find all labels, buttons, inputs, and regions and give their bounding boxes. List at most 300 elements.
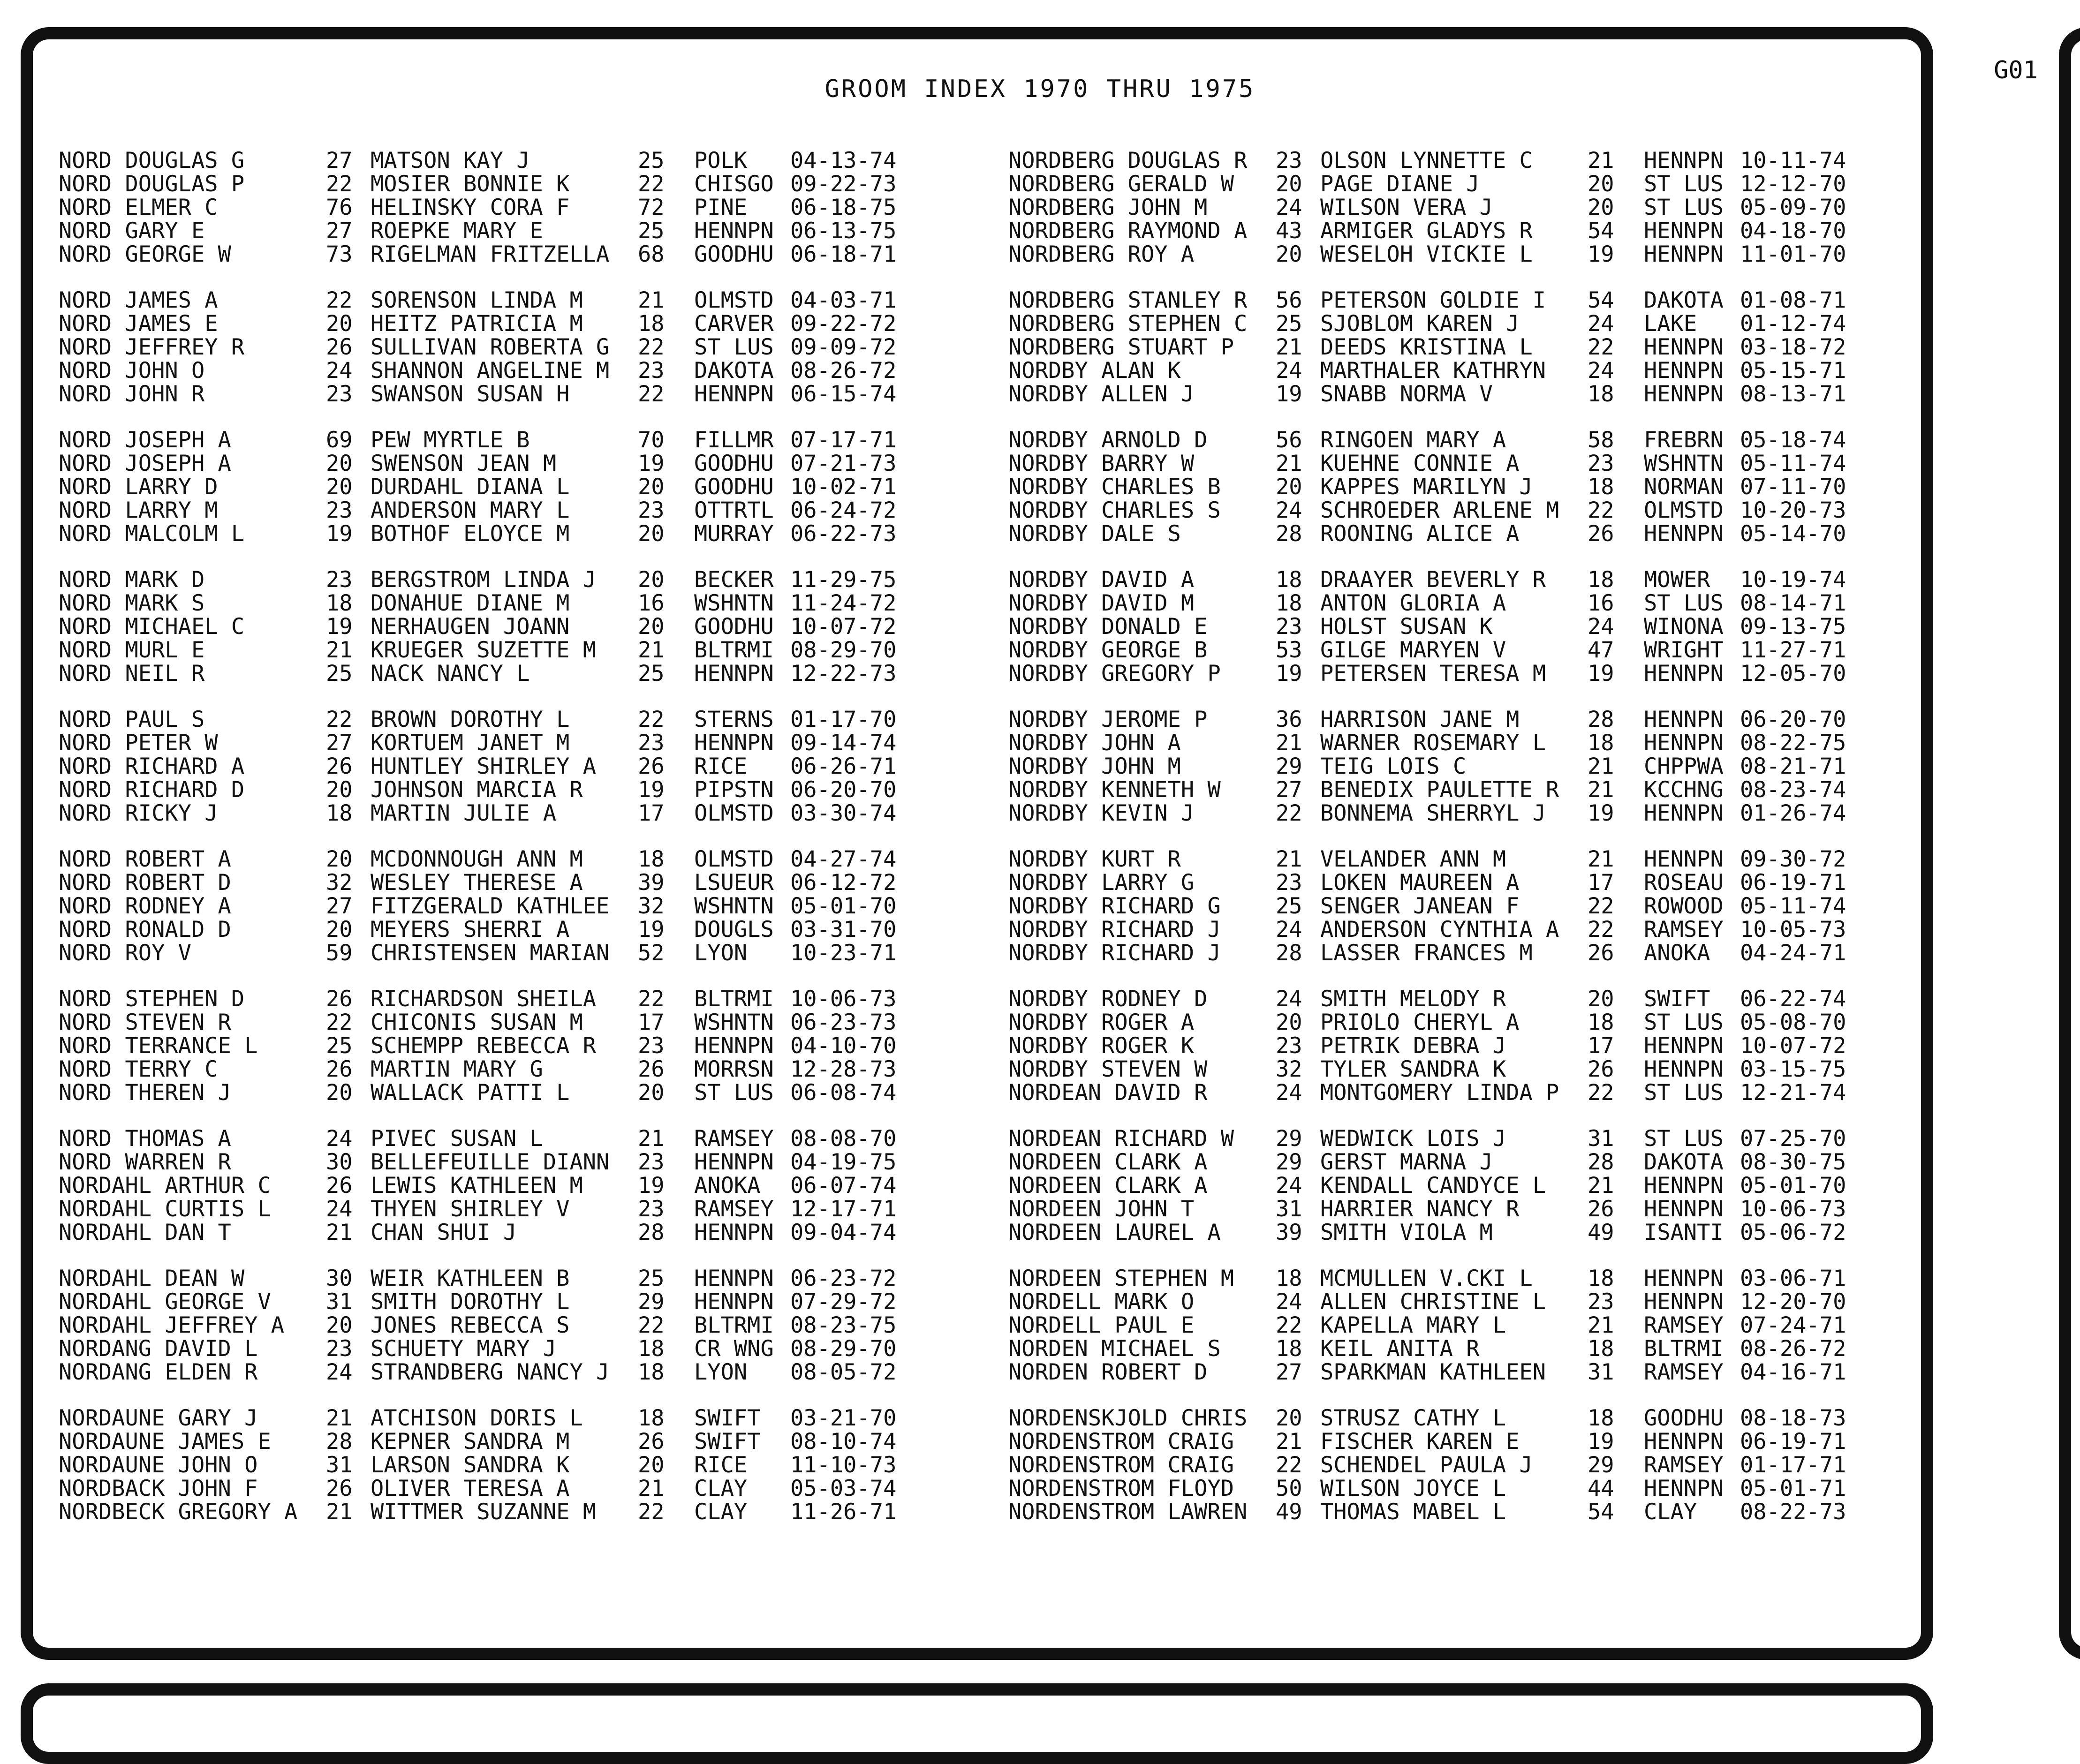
groom-age: 21 bbox=[326, 1499, 353, 1525]
marriage-date: 10-05-73 bbox=[1740, 917, 1846, 942]
groom-age: 25 bbox=[326, 661, 353, 686]
bride-age: 20 bbox=[1588, 195, 1614, 220]
bride-age: 21 bbox=[638, 1126, 665, 1152]
bride-age: 18 bbox=[1588, 1405, 1614, 1431]
record-row bbox=[59, 359, 908, 383]
marriage-date: 09-09-72 bbox=[790, 334, 897, 360]
bride-name: FITZGERALD KATHLEE bbox=[371, 893, 610, 919]
groom-age: 73 bbox=[326, 241, 353, 267]
marriage-date: 01-08-71 bbox=[1740, 287, 1846, 313]
marriage-date: 01-17-71 bbox=[1740, 1452, 1846, 1478]
record-group bbox=[59, 1407, 908, 1524]
bride-age: 23 bbox=[638, 498, 665, 523]
groom-name: NORD JOSEPH A bbox=[59, 427, 231, 453]
county: HENNPN bbox=[1644, 1289, 1724, 1315]
record-row bbox=[1008, 568, 1857, 592]
marriage-date: 08-05-72 bbox=[790, 1359, 897, 1385]
record-row bbox=[59, 639, 908, 662]
bride-age: 68 bbox=[638, 241, 665, 267]
bride-age: 22 bbox=[1588, 917, 1614, 942]
bride-name: STRUSZ CATHY L bbox=[1320, 1405, 1506, 1431]
record-row bbox=[59, 615, 908, 639]
groom-name: NORDBY ALAN K bbox=[1008, 358, 1181, 384]
marriage-date: 05-14-70 bbox=[1740, 521, 1846, 547]
groom-name: NORDBY DALE S bbox=[1008, 521, 1181, 547]
bride-age: 20 bbox=[638, 1452, 665, 1478]
county: OLMSTD bbox=[694, 800, 774, 826]
bride-name: DRAAYER BEVERLY R bbox=[1320, 567, 1546, 593]
county: WSHNTN bbox=[694, 1010, 774, 1035]
groom-age: 22 bbox=[326, 171, 353, 197]
marriage-date: 08-26-72 bbox=[790, 358, 897, 384]
marriage-date: 10-07-72 bbox=[790, 614, 897, 640]
groom-age: 24 bbox=[1276, 1080, 1302, 1106]
bride-name: ATCHISON DORIS L bbox=[371, 1405, 583, 1431]
bride-name: RICHARDSON SHEILA bbox=[371, 986, 597, 1012]
record-row bbox=[1008, 383, 1857, 406]
bride-age: 23 bbox=[1588, 451, 1614, 476]
marriage-date: 11-29-75 bbox=[790, 567, 897, 593]
groom-name: NORDBY RICHARD J bbox=[1008, 940, 1221, 966]
county: HENNPN bbox=[1644, 730, 1724, 756]
groom-age: 19 bbox=[1276, 661, 1302, 686]
bride-age: 24 bbox=[1588, 614, 1614, 640]
bride-age: 25 bbox=[638, 148, 665, 173]
county: CHPPWA bbox=[1644, 754, 1724, 779]
groom-age: 20 bbox=[326, 1312, 353, 1338]
bride-age: 21 bbox=[1588, 846, 1614, 872]
marriage-date: 10-11-74 bbox=[1740, 148, 1846, 173]
county: KCCHNG bbox=[1644, 777, 1724, 803]
bride-name: MEYERS SHERRI A bbox=[371, 917, 570, 942]
county: HENNPN bbox=[1644, 521, 1724, 547]
marriage-date: 04-19-75 bbox=[790, 1149, 897, 1175]
bride-age: 70 bbox=[638, 427, 665, 453]
groom-age: 43 bbox=[1276, 218, 1302, 244]
page-title: GROOM INDEX 1970 THRU 1975 bbox=[824, 75, 1256, 103]
marriage-date: 05-15-71 bbox=[1740, 358, 1846, 384]
groom-name: NORDAHL CURTIS L bbox=[59, 1196, 271, 1222]
county: CLAY bbox=[694, 1476, 748, 1501]
record-row bbox=[1008, 289, 1857, 312]
bride-age: 28 bbox=[1588, 707, 1614, 732]
bride-name: TYLER SANDRA K bbox=[1320, 1056, 1506, 1082]
county: LSUEUR bbox=[694, 870, 774, 896]
groom-name: NORDBECK GREGORY A bbox=[59, 1499, 298, 1525]
record-row bbox=[1008, 499, 1857, 522]
groom-name: NORDELL PAUL E bbox=[1008, 1312, 1195, 1338]
marriage-date: 06-07-74 bbox=[790, 1173, 897, 1199]
groom-age: 18 bbox=[1276, 567, 1302, 593]
groom-age: 39 bbox=[1276, 1220, 1302, 1245]
groom-name: NORD DOUGLAS P bbox=[59, 171, 245, 197]
record-group bbox=[59, 149, 908, 266]
marriage-date: 04-13-74 bbox=[790, 148, 897, 173]
record-row bbox=[1008, 918, 1857, 942]
county: HENNPN bbox=[694, 661, 774, 686]
groom-name: NORDBY RODNEY D bbox=[1008, 986, 1208, 1012]
county: HENNPN bbox=[1644, 1266, 1724, 1291]
marriage-date: 05-01-70 bbox=[790, 893, 897, 919]
bride-age: 18 bbox=[638, 311, 665, 337]
bride-name: GILGE MARYEN V bbox=[1320, 637, 1506, 663]
record-row bbox=[1008, 942, 1857, 965]
groom-age: 32 bbox=[326, 870, 353, 896]
groom-age: 76 bbox=[326, 195, 353, 220]
county: FILLMR bbox=[694, 427, 774, 453]
record-row bbox=[59, 1034, 908, 1058]
bride-age: 22 bbox=[638, 381, 665, 407]
groom-name: NORD JAMES E bbox=[59, 311, 218, 337]
bride-age: 20 bbox=[638, 1080, 665, 1106]
groom-age: 59 bbox=[326, 940, 353, 966]
record-row bbox=[59, 755, 908, 778]
bride-name: TEIG LOIS C bbox=[1320, 754, 1467, 779]
groom-age: 19 bbox=[326, 521, 353, 547]
bride-name: MARTIN MARY G bbox=[371, 1056, 543, 1082]
marriage-date: 05-06-72 bbox=[1740, 1220, 1846, 1245]
county: HENNPN bbox=[1644, 1033, 1724, 1059]
bride-name: MCMULLEN V.CKI L bbox=[1320, 1266, 1533, 1291]
marriage-date: 07-11-70 bbox=[1740, 474, 1846, 500]
bride-name: BOTHOF ELOYCE M bbox=[371, 521, 570, 547]
marriage-date: 08-29-70 bbox=[790, 1336, 897, 1362]
marriage-date: 06-20-70 bbox=[1740, 707, 1846, 732]
marriage-date: 07-25-70 bbox=[1740, 1126, 1846, 1152]
bride-age: 26 bbox=[1588, 1196, 1614, 1222]
bride-name: KEPNER SANDRA M bbox=[371, 1429, 570, 1455]
groom-age: 31 bbox=[326, 1289, 353, 1315]
record-row bbox=[1008, 802, 1857, 825]
groom-name: NORD JEFFREY R bbox=[59, 334, 245, 360]
bride-age: 21 bbox=[638, 1476, 665, 1501]
record-row bbox=[1008, 592, 1857, 615]
bride-name: HELINSKY CORA F bbox=[371, 195, 570, 220]
county: MURRAY bbox=[694, 521, 774, 547]
marriage-date: 06-12-72 bbox=[790, 870, 897, 896]
record-row bbox=[59, 1127, 908, 1151]
bride-name: SMITH DOROTHY L bbox=[371, 1289, 570, 1315]
marriage-date: 12-05-70 bbox=[1740, 661, 1846, 686]
groom-age: 19 bbox=[1276, 381, 1302, 407]
bride-age: 16 bbox=[638, 590, 665, 616]
groom-name: NORD RONALD D bbox=[59, 917, 231, 942]
record-row bbox=[1008, 895, 1857, 918]
marriage-date: 09-22-73 bbox=[790, 171, 897, 197]
record-row bbox=[1008, 988, 1857, 1011]
groom-name: NORD JAMES A bbox=[59, 287, 218, 313]
county: CLAY bbox=[1644, 1499, 1697, 1525]
record-row bbox=[59, 592, 908, 615]
bride-name: SCHEMPP REBECCA R bbox=[371, 1033, 597, 1059]
groom-age: 20 bbox=[1276, 171, 1302, 197]
groom-age: 56 bbox=[1276, 287, 1302, 313]
bride-age: 18 bbox=[1588, 567, 1614, 593]
county: OTTRTL bbox=[694, 498, 774, 523]
bride-name: WILSON VERA J bbox=[1320, 195, 1493, 220]
county: HENNPN bbox=[694, 1033, 774, 1059]
bride-age: 21 bbox=[1588, 1173, 1614, 1199]
record-row bbox=[59, 988, 908, 1011]
marriage-date: 08-21-71 bbox=[1740, 754, 1846, 779]
groom-age: 32 bbox=[1276, 1056, 1302, 1082]
groom-name: NORD STEVEN R bbox=[59, 1010, 231, 1035]
bride-name: OLSON LYNNETTE C bbox=[1320, 148, 1533, 173]
groom-name: NORDBY DAVID A bbox=[1008, 567, 1195, 593]
groom-name: NORD MICHAEL C bbox=[59, 614, 245, 640]
record-row bbox=[1008, 1081, 1857, 1105]
bride-age: 54 bbox=[1588, 218, 1614, 244]
county: FREBRN bbox=[1644, 427, 1724, 453]
groom-age: 50 bbox=[1276, 1476, 1302, 1501]
record-row bbox=[59, 1198, 908, 1221]
county: WINONA bbox=[1644, 614, 1724, 640]
bride-age: 52 bbox=[638, 940, 665, 966]
bride-age: 19 bbox=[638, 777, 665, 803]
bride-age: 19 bbox=[1588, 661, 1614, 686]
record-group bbox=[1008, 429, 1857, 546]
groom-age: 23 bbox=[1276, 148, 1302, 173]
bride-age: 28 bbox=[638, 1220, 665, 1245]
county: ISANTI bbox=[1644, 1220, 1724, 1245]
county: OLMSTD bbox=[1644, 498, 1724, 523]
groom-name: NORDBY JOHN M bbox=[1008, 754, 1181, 779]
groom-name: NORDBY CHARLES B bbox=[1008, 474, 1221, 500]
record-row bbox=[59, 1407, 908, 1430]
groom-name: NORD GARY E bbox=[59, 218, 205, 244]
record-row bbox=[1008, 848, 1857, 871]
marriage-date: 05-11-74 bbox=[1740, 451, 1846, 476]
bride-age: 23 bbox=[638, 1196, 665, 1222]
bride-age: 20 bbox=[638, 614, 665, 640]
groom-name: NORDBERG STUART P bbox=[1008, 334, 1234, 360]
marriage-date: 10-02-71 bbox=[790, 474, 897, 500]
groom-age: 26 bbox=[326, 1056, 353, 1082]
marriage-date: 06-15-74 bbox=[790, 381, 897, 407]
bride-age: 18 bbox=[1588, 730, 1614, 756]
bride-name: BENEDIX PAULETTE R bbox=[1320, 777, 1559, 803]
groom-name: NORDBY KURT R bbox=[1008, 846, 1181, 872]
record-row bbox=[1008, 731, 1857, 755]
record-row bbox=[59, 1011, 908, 1034]
bride-name: CHICONIS SUSAN M bbox=[371, 1010, 583, 1035]
groom-name: NORD JOSEPH A bbox=[59, 451, 231, 476]
marriage-date: 04-03-71 bbox=[790, 287, 897, 313]
groom-name: NORDAUNE JAMES E bbox=[59, 1429, 271, 1455]
groom-name: NORDBY LARRY G bbox=[1008, 870, 1195, 896]
record-row bbox=[1008, 173, 1857, 196]
marriage-date: 10-07-72 bbox=[1740, 1033, 1846, 1059]
bride-age: 26 bbox=[1588, 940, 1614, 966]
marriage-date: 08-13-71 bbox=[1740, 381, 1846, 407]
bride-age: 25 bbox=[638, 218, 665, 244]
groom-name: NORD PETER W bbox=[59, 730, 218, 756]
bride-age: 47 bbox=[1588, 637, 1614, 663]
county: BLTRMI bbox=[1644, 1336, 1724, 1362]
county: BECKER bbox=[694, 567, 774, 593]
groom-age: 25 bbox=[1276, 311, 1302, 337]
marriage-date: 06-22-74 bbox=[1740, 986, 1846, 1012]
groom-age: 20 bbox=[1276, 1010, 1302, 1035]
bride-age: 17 bbox=[638, 1010, 665, 1035]
bride-age: 19 bbox=[638, 1173, 665, 1199]
bride-name: ANDERSON MARY L bbox=[371, 498, 570, 523]
bride-age: 22 bbox=[1588, 498, 1614, 523]
bride-name: SCHUETY MARY J bbox=[371, 1336, 557, 1362]
marriage-date: 05-11-74 bbox=[1740, 893, 1846, 919]
record-group bbox=[1008, 988, 1857, 1105]
bride-name: THOMAS MABEL L bbox=[1320, 1499, 1506, 1525]
left-column bbox=[59, 149, 908, 1546]
bride-age: 21 bbox=[638, 637, 665, 663]
record-row bbox=[59, 173, 908, 196]
groom-name: NORDBERG STANLEY R bbox=[1008, 287, 1248, 313]
record-row bbox=[59, 731, 908, 755]
record-row bbox=[59, 1267, 908, 1290]
bride-age: 22 bbox=[638, 986, 665, 1012]
groom-age: 27 bbox=[326, 893, 353, 919]
bride-age: 23 bbox=[638, 1149, 665, 1175]
bride-age: 24 bbox=[1588, 311, 1614, 337]
county: ST LUS bbox=[694, 334, 774, 360]
record-row bbox=[59, 662, 908, 686]
county: RAMSEY bbox=[1644, 917, 1724, 942]
bride-age: 22 bbox=[1588, 334, 1614, 360]
bride-name: MATSON KAY J bbox=[371, 148, 530, 173]
groom-age: 24 bbox=[1276, 498, 1302, 523]
record-row bbox=[59, 1454, 908, 1477]
bride-name: WEDWICK LOIS J bbox=[1320, 1126, 1506, 1152]
county: PINE bbox=[694, 195, 748, 220]
groom-name: NORD RODNEY A bbox=[59, 893, 231, 919]
bride-name: BERGSTROM LINDA J bbox=[371, 567, 597, 593]
bride-age: 54 bbox=[1588, 287, 1614, 313]
marriage-date: 10-06-73 bbox=[790, 986, 897, 1012]
groom-age: 18 bbox=[326, 800, 353, 826]
bride-age: 22 bbox=[1588, 893, 1614, 919]
bride-name: HARRISON JANE M bbox=[1320, 707, 1520, 732]
marriage-date: 11-27-71 bbox=[1740, 637, 1846, 663]
marriage-date: 04-16-71 bbox=[1740, 1359, 1846, 1385]
bride-name: ROONING ALICE A bbox=[1320, 521, 1520, 547]
groom-age: 23 bbox=[326, 1336, 353, 1362]
record-row bbox=[1008, 219, 1857, 243]
bride-name: BONNEMA SHERRYL J bbox=[1320, 800, 1546, 826]
county: HENNPN bbox=[1644, 218, 1724, 244]
bride-age: 26 bbox=[638, 754, 665, 779]
county: RAMSEY bbox=[1644, 1312, 1724, 1338]
marriage-date: 05-01-70 bbox=[1740, 1173, 1846, 1199]
county: RICE bbox=[694, 1452, 748, 1478]
marriage-date: 12-22-73 bbox=[790, 661, 897, 686]
groom-name: NORDBY CHARLES S bbox=[1008, 498, 1221, 523]
county: HENNPN bbox=[694, 1289, 774, 1315]
bride-age: 23 bbox=[638, 358, 665, 384]
record-row bbox=[59, 219, 908, 243]
groom-age: 20 bbox=[1276, 1405, 1302, 1431]
groom-age: 69 bbox=[326, 427, 353, 453]
county: CHISGO bbox=[694, 171, 774, 197]
bride-name: PAGE DIANE J bbox=[1320, 171, 1480, 197]
groom-name: NORDBY DAVID M bbox=[1008, 590, 1195, 616]
county: LAKE bbox=[1644, 311, 1697, 337]
county: HENNPN bbox=[694, 730, 774, 756]
bride-age: 22 bbox=[638, 707, 665, 732]
bride-name: CHRISTENSEN MARIAN bbox=[371, 940, 610, 966]
groom-name: NORDENSTROM CRAIG bbox=[1008, 1452, 1234, 1478]
record-row bbox=[1008, 871, 1857, 895]
groom-age: 24 bbox=[1276, 195, 1302, 220]
bride-age: 26 bbox=[1588, 521, 1614, 547]
marriage-date: 05-08-70 bbox=[1740, 1010, 1846, 1035]
next-page-frame bbox=[21, 1683, 1933, 1764]
county: SWIFT bbox=[1644, 986, 1710, 1012]
marriage-date: 03-21-70 bbox=[790, 1405, 897, 1431]
county: ST LUS bbox=[1644, 1126, 1724, 1152]
record-row bbox=[1008, 1174, 1857, 1198]
record-row bbox=[1008, 1127, 1857, 1151]
groom-age: 24 bbox=[1276, 1173, 1302, 1199]
marriage-date: 08-23-74 bbox=[1740, 777, 1846, 803]
bride-age: 22 bbox=[1588, 1080, 1614, 1106]
bride-name: MOSIER BONNIE K bbox=[371, 171, 570, 197]
bride-age: 25 bbox=[638, 661, 665, 686]
county: HENNPN bbox=[1644, 1476, 1724, 1501]
groom-name: NORDEEN STEPHEN M bbox=[1008, 1266, 1234, 1291]
groom-name: NORD RICHARD D bbox=[59, 777, 245, 803]
groom-name: NORD GEORGE W bbox=[59, 241, 231, 267]
marriage-date: 04-18-70 bbox=[1740, 218, 1846, 244]
groom-age: 18 bbox=[1276, 590, 1302, 616]
groom-name: NORDBY DONALD E bbox=[1008, 614, 1208, 640]
groom-age: 56 bbox=[1276, 427, 1302, 453]
groom-name: NORDBY STEVEN W bbox=[1008, 1056, 1208, 1082]
marriage-date: 06-19-71 bbox=[1740, 870, 1846, 896]
marriage-date: 12-12-70 bbox=[1740, 171, 1846, 197]
marriage-date: 07-17-71 bbox=[790, 427, 897, 453]
bride-name: SNABB NORMA V bbox=[1320, 381, 1493, 407]
record-row bbox=[59, 1500, 908, 1524]
bride-age: 17 bbox=[1588, 870, 1614, 896]
record-row bbox=[59, 522, 908, 546]
record-row bbox=[1008, 1477, 1857, 1500]
bride-age: 49 bbox=[1588, 1220, 1614, 1245]
record-row bbox=[1008, 359, 1857, 383]
record-row bbox=[59, 1221, 908, 1244]
marriage-date: 06-23-72 bbox=[790, 1266, 897, 1291]
groom-age: 20 bbox=[326, 474, 353, 500]
page-number: G01 bbox=[1994, 56, 2038, 84]
bride-name: BELLEFEUILLE DIANN bbox=[371, 1149, 610, 1175]
groom-name: NORDEAN DAVID R bbox=[1008, 1080, 1208, 1106]
record-row bbox=[1008, 1290, 1857, 1314]
marriage-date: 06-23-73 bbox=[790, 1010, 897, 1035]
groom-name: NORDENSTROM LAWREN bbox=[1008, 1499, 1248, 1525]
marriage-date: 01-12-74 bbox=[1740, 311, 1846, 337]
county: HENNPN bbox=[1644, 334, 1724, 360]
bride-name: ANTON GLORIA A bbox=[1320, 590, 1506, 616]
bride-name: SMITH MELODY R bbox=[1320, 986, 1506, 1012]
record-row bbox=[1008, 662, 1857, 686]
groom-age: 20 bbox=[326, 777, 353, 803]
groom-age: 20 bbox=[326, 1080, 353, 1106]
bride-age: 22 bbox=[638, 171, 665, 197]
record-row bbox=[59, 942, 908, 965]
bride-age: 19 bbox=[1588, 800, 1614, 826]
groom-age: 22 bbox=[1276, 1312, 1302, 1338]
marriage-date: 12-28-73 bbox=[790, 1056, 897, 1082]
groom-name: NORDBY ROGER A bbox=[1008, 1010, 1195, 1035]
